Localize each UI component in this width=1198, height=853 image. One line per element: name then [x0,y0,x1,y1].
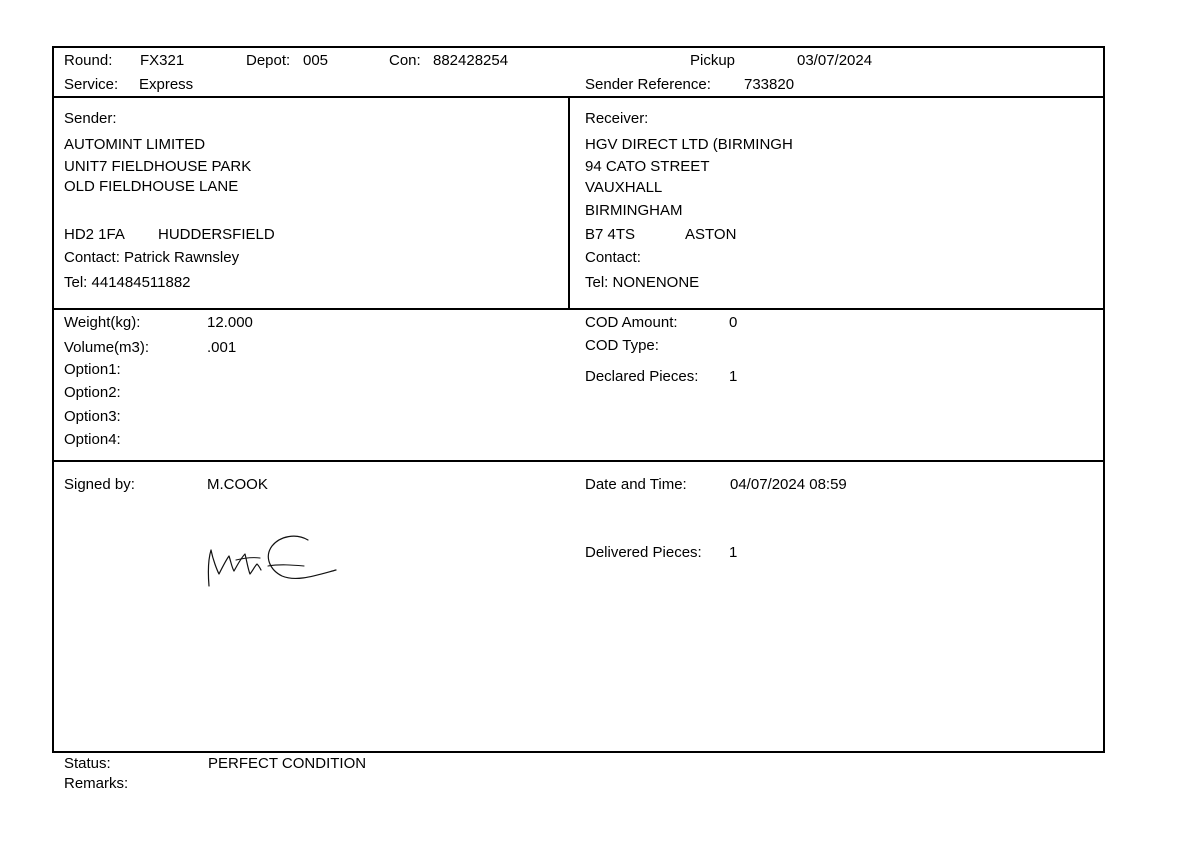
header-divider [52,96,1103,98]
sender-address-line-1: AUTOMINT LIMITED [64,136,206,153]
volume-value: .001 [207,339,237,356]
volume-label: Volume(m3): [64,339,150,356]
signed-by-label: Signed by: [64,476,135,493]
receiver-contact: Contact: [585,249,641,266]
depot-value: 005 [303,52,329,69]
option2-label: Option2: [64,384,121,401]
date-time-label: Date and Time: [585,476,687,493]
declared-pieces-value: 1 [729,368,738,385]
service-label: Service: [64,76,119,93]
status-label: Status: [64,755,111,772]
round-value: FX321 [140,52,185,69]
declared-pieces-label: Declared Pieces: [585,368,699,385]
receiver-address-line-2: 94 CATO STREET [585,158,710,175]
address-divider [52,308,1103,310]
date-time-value: 04/07/2024 08:59 [730,476,847,493]
con-label: Con: [389,52,421,69]
pickup-date: 03/07/2024 [797,52,873,69]
option1-label: Option1: [64,361,121,378]
signed-by-value: M.COOK [207,476,268,493]
status-value: PERFECT CONDITION [208,755,367,772]
consignment-divider [52,460,1103,462]
delivered-pieces-value: 1 [729,544,738,561]
con-value: 882428254 [433,52,509,69]
remarks-label: Remarks: [64,775,129,792]
receiver-address-line-1: HGV DIRECT LTD (BIRMINGH [585,136,793,153]
sender-postcode: HD2 1FA [64,226,125,243]
sender-contact: Contact: Patrick Rawnsley [64,249,240,266]
pickup-label: Pickup [690,52,736,69]
cod-type-label: COD Type: [585,337,659,354]
sender-address-line-3: OLD FIELDHOUSE LANE [64,178,239,195]
weight-value: 12.000 [207,314,253,331]
receiver-address-line-3: VAUXHALL [585,179,663,196]
weight-label: Weight(kg): [64,314,141,331]
address-column-divider [568,97,570,309]
handwritten-signature [200,530,340,592]
option4-label: Option4: [64,431,121,448]
sender-reference-value: 733820 [744,76,795,93]
sender-tel: Tel: 441484511882 [64,274,191,291]
sender-heading: Sender: [64,110,117,127]
option3-label: Option3: [64,408,121,425]
receiver-town: ASTON [685,226,737,243]
delivered-pieces-label: Delivered Pieces: [585,544,702,561]
sender-reference-label: Sender Reference: [585,76,711,93]
sender-town: HUDDERSFIELD [158,226,275,243]
cod-amount-value: 0 [729,314,738,331]
service-value: Express [139,76,194,93]
cod-amount-label: COD Amount: [585,314,678,331]
round-label: Round: [64,52,113,69]
pod-form-frame [52,46,1105,753]
depot-label: Depot: [246,52,291,69]
receiver-address-line-4: BIRMINGHAM [585,202,683,219]
sender-address-line-2: UNIT7 FIELDHOUSE PARK [64,158,252,175]
receiver-tel: Tel: NONENONE [585,274,700,291]
receiver-heading: Receiver: [585,110,649,127]
receiver-postcode: B7 4TS [585,226,636,243]
